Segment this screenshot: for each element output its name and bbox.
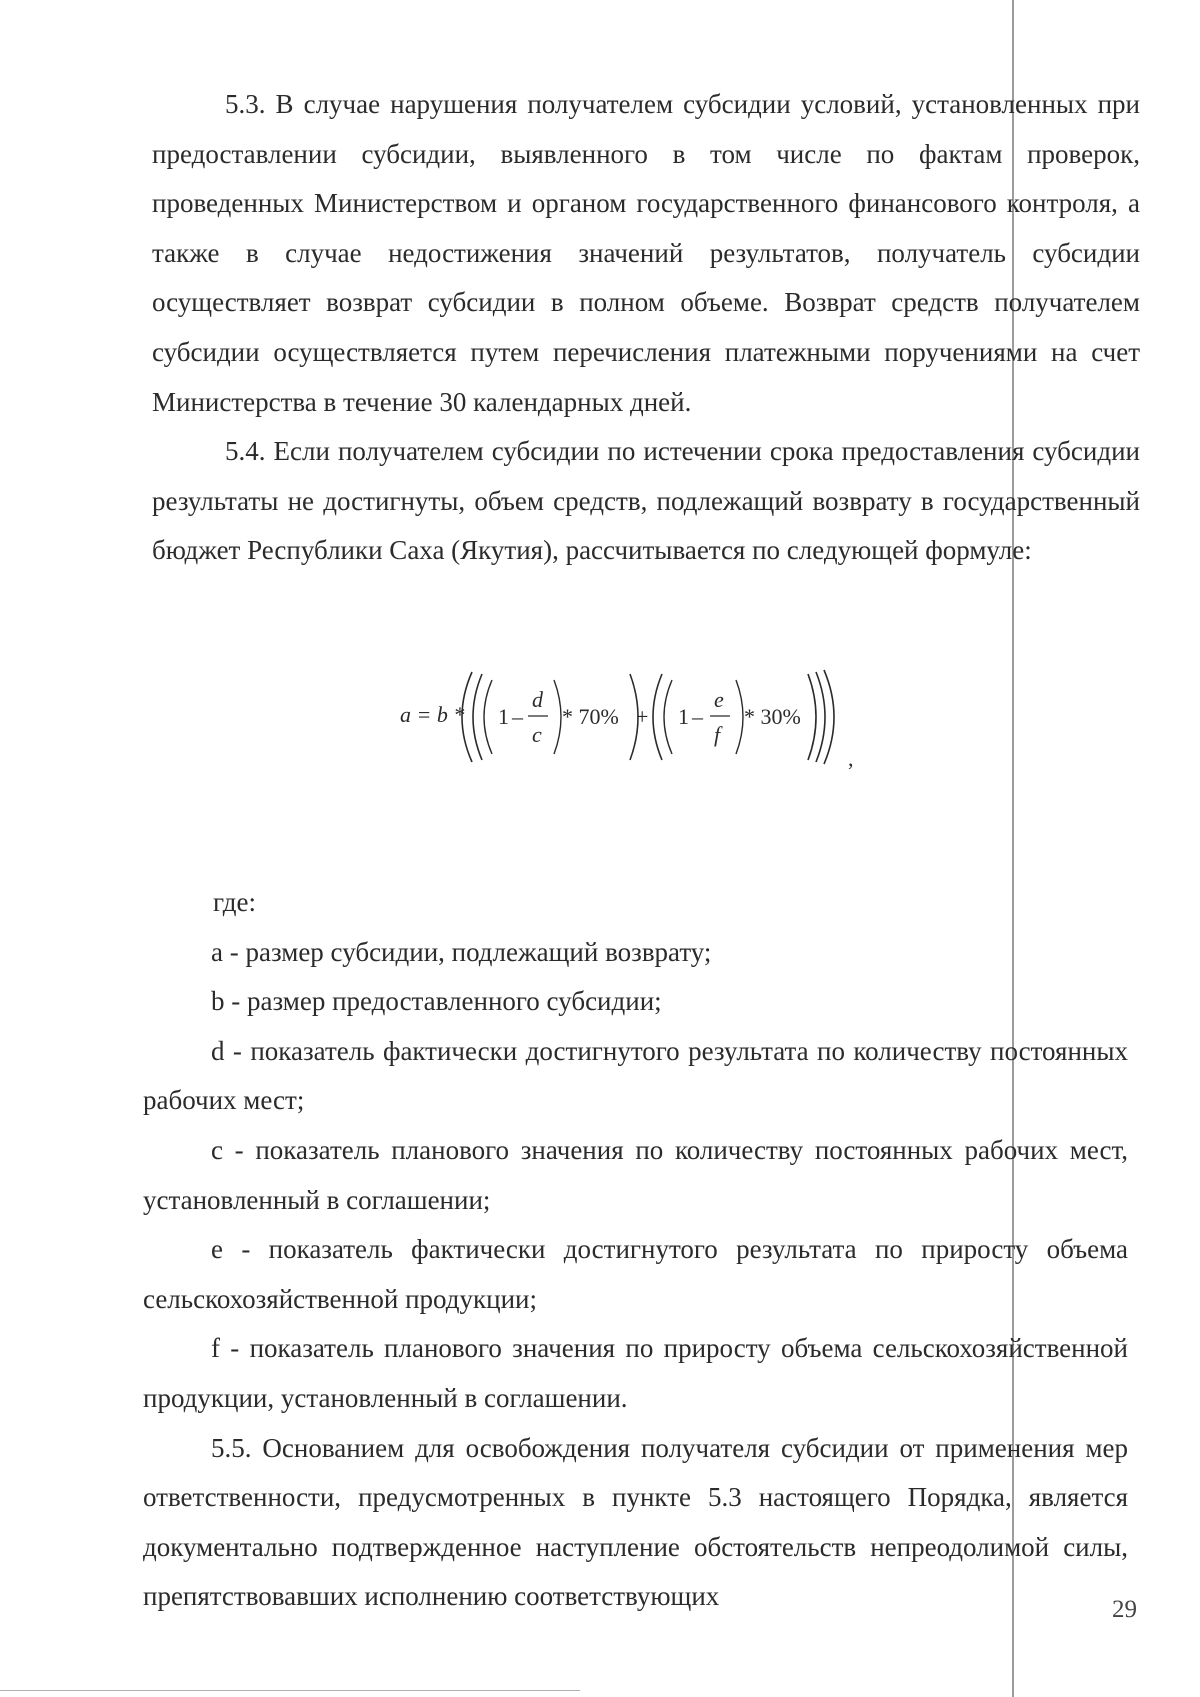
definition-c: с - показатель планового значения по количеству постоянных рабочих мест, установленный в соглашении;: [143, 1134, 1128, 1215]
formula-c: c: [532, 722, 542, 747]
definition-a: а - размер субсидии, подлежащий возврату;: [211, 936, 712, 967]
formula-minus-1: –: [512, 704, 523, 729]
formula-comma: ,: [848, 746, 854, 771]
definitions-block: [143, 878, 1128, 1622]
definition-e: е - показатель фактически достигнутого результата по приросту объема сельскохозяйственной продукции;: [143, 1234, 1128, 1314]
formula-e: e: [714, 687, 724, 712]
paragraph-5-5: 5.5. Основанием для освобождения получателя субсидии от применения мер ответственности, предусмотренных в пункте 5.3 настоящего Порядка, является документально подтвержденное наступление обстоятельств непреодолимой силы, препятствовавших исполнению соответствующих: [143, 1432, 1128, 1612]
where-label: где:: [213, 887, 256, 917]
formula-times-70: * 70%: [562, 704, 619, 729]
scan-artifact-bottom-line: [0, 1690, 580, 1691]
formula-minus-2: –: [692, 704, 703, 729]
formula-d: d: [532, 687, 543, 712]
definition-f: f - показатель планового значения по приросту объема сельскохозяйственной продукции, установленный в соглашении.: [143, 1333, 1128, 1413]
definition-d: d - показатель фактически достигнутого результата по количеству постоянных рабочих мест;: [143, 1035, 1128, 1116]
formula-one-2: 1: [678, 704, 689, 729]
formula-times-30: * 30%: [744, 704, 801, 729]
definition-b: b - размер предоставленного субсидии;: [211, 986, 662, 1017]
page-number: 29: [1112, 1596, 1137, 1623]
paragraph-5-4: 5.4. Если получателем субсидии по истечении срока предоставления субсидии результаты не достигнуты, объем средств, подлежащий возврату в государственный бюджет Республики Саха (Якутия), рассчитывается по следующей формуле:: [152, 436, 1140, 566]
formula-f: f: [714, 722, 721, 747]
formula-lhs: a = b *: [400, 702, 465, 727]
refund-formula: [400, 662, 900, 772]
formula-plus: +: [636, 704, 649, 729]
top-text-block: [152, 80, 1140, 576]
paragraph-5-3: 5.3. В случае нарушения получателем субсидии условий, установленных при предоставлении субсидии, выявленного в том числе по фактам проверок, проведенных Министерством и органом государственного финансового контроля, а также в случае недостижения значений результатов, получатель субсидии осуществляет возврат субсидии в полном объеме. Возврат средств получателем субсидии осуществляется путем перечисления платежными поручениями на счет Министерства в течение 30 календарных дней.: [152, 89, 1140, 417]
formula-one-1: 1: [498, 704, 509, 729]
